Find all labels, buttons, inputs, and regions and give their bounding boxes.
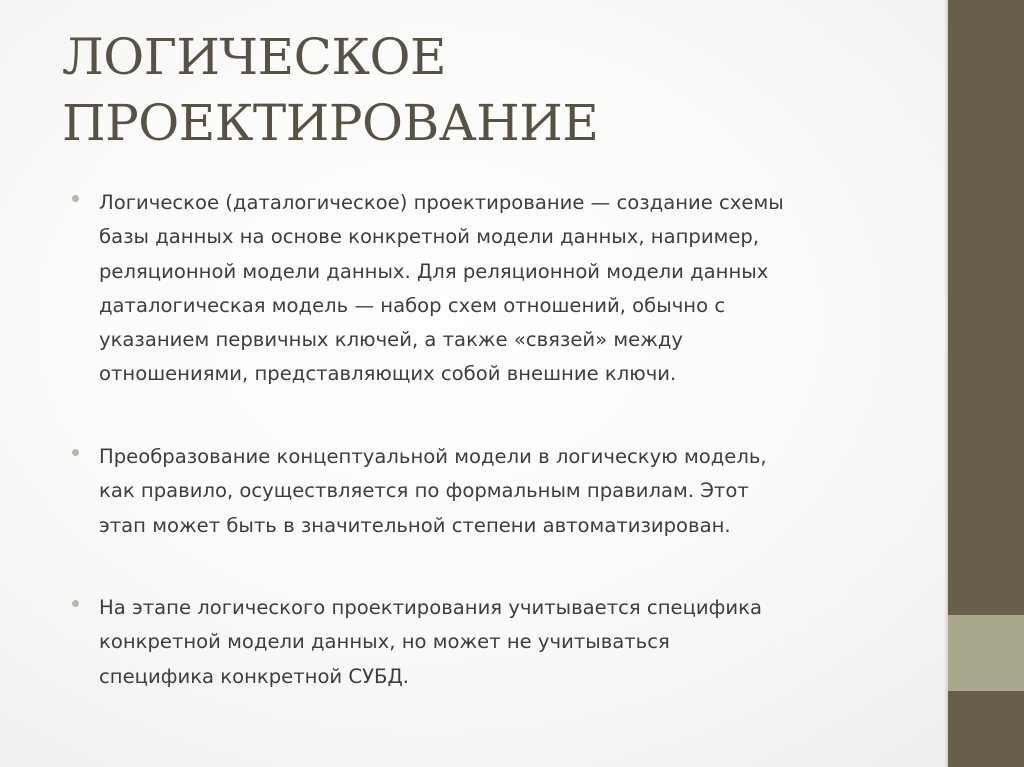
slide-title-line-1: ЛОГИЧЕСКОЕ [62, 28, 447, 86]
slide-title-line-2: ПРОЕКТИРОВАНИЕ [62, 94, 599, 152]
bullet-line: этап может быть в значительной степени автоматизирован. [99, 513, 731, 537]
bullet-marker [72, 449, 79, 456]
bullet-line: указанием первичных ключей, а также «связей» между [99, 328, 683, 352]
bullet-text [99, 591, 929, 694]
bullet-line: Логическое (даталогическое) проектирование — создание схемы [99, 191, 784, 214]
bullet-line: реляционной модели данных. Для реляционной модели данных [99, 259, 769, 283]
bullet-line: даталогическая модель — набор схем отношений, обычно с [99, 293, 726, 317]
bullet-line: как правило, осуществляется по формальным правилам. Этот [99, 479, 749, 503]
bullet-line: базы данных на основе конкретной модели данных, например, [99, 225, 760, 249]
decorative-sidebar-accent [948, 615, 1024, 691]
bullet-line: специфика конкретной СУБД. [99, 664, 409, 688]
bullet-marker [72, 195, 79, 202]
bullet-line: На этапе логического проектирования учитывается специфика [99, 596, 762, 619]
bullet-text [99, 186, 929, 392]
slide-title [62, 24, 922, 156]
bullet-marker [72, 600, 79, 607]
bullet-line: отношениями, представляющих собой внешние ключи. [99, 362, 677, 386]
bullet-line: Преобразование концептуальной модели в логическую модель, [99, 445, 767, 468]
bullet-text [99, 440, 929, 543]
bullet-line: конкретной модели данных, но может не учитываться [99, 630, 670, 654]
